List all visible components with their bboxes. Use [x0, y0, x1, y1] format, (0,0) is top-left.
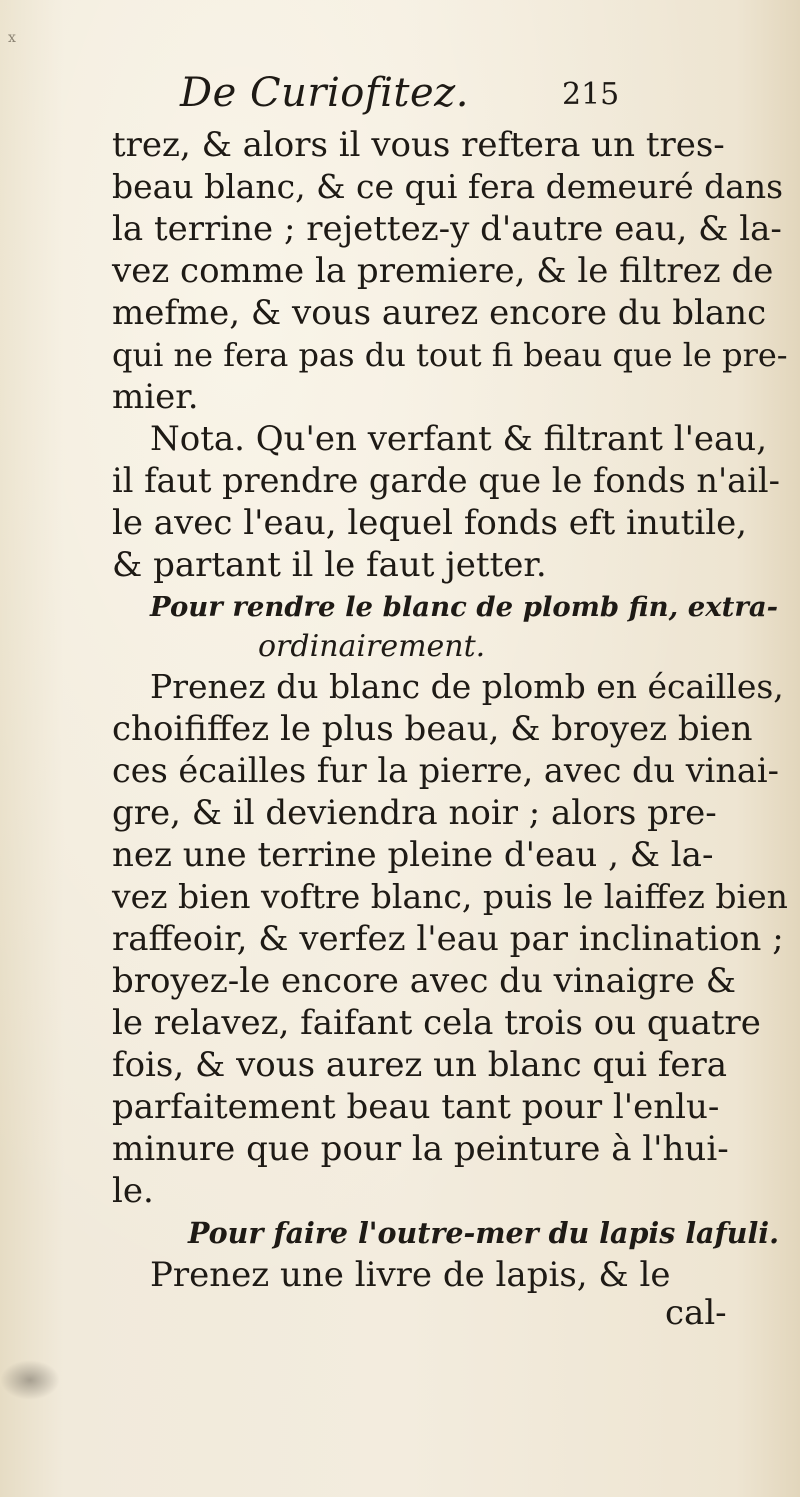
text-line: minure que pour la peinture à l'hui-: [112, 1129, 729, 1169]
text-line: le avec l'eau, lequel fonds eft inutile,: [112, 503, 747, 543]
ink-smudge: [0, 1360, 60, 1400]
text-line: il faut prendre garde que le fonds n'ail-: [112, 461, 780, 500]
text-line: trez, & alors il vous reftera un tres-: [112, 125, 725, 165]
text-line: qui ne fera pas du tout fi beau que le pre-: [112, 336, 788, 374]
catchword: cal-: [665, 1293, 727, 1333]
nota-line: Nota. Qu'en verfant & filtrant l'eau,: [150, 419, 768, 459]
running-title: De Curiofitez.: [180, 70, 469, 116]
text-line: vez bien voftre blanc, puis le laiffez bien: [112, 877, 788, 916]
text-line: le relavez, faifant cela trois ou quatre: [112, 1003, 761, 1043]
corner-mark: x: [8, 30, 16, 46]
paragraph-start: Prenez une livre de lapis, & le: [150, 1255, 671, 1295]
text-line: gre, & il deviendra noir ; alors pre-: [112, 793, 717, 833]
text-line: raffeoir, & verfez l'eau par inclination ;: [112, 919, 784, 959]
text-line: le.: [112, 1171, 154, 1211]
text-line: beau blanc, & ce qui fera demeuré dans: [112, 167, 784, 206]
text-line: vez comme la premiere, & le filtrez de: [112, 251, 774, 291]
text-line: & partant il le faut jetter.: [112, 545, 547, 585]
section-heading-continuation: ordinairement.: [258, 629, 486, 664]
text-line: nez une terrine pleine d'eau , & la-: [112, 835, 714, 875]
paragraph-start: Prenez du blanc de plomb en écailles,: [150, 667, 784, 706]
text-line: ces écailles fur la pierre, avec du vinai-: [112, 751, 779, 790]
text-line: choififfez le plus beau, & broyez bien: [112, 709, 753, 749]
text-line: fois, & vous aurez un blanc qui fera: [112, 1045, 727, 1085]
text-line: la terrine ; rejettez-y d'autre eau, & la-: [112, 209, 782, 249]
text-line: mefme, & vous aurez encore du blanc: [112, 293, 767, 333]
page-number: 215: [562, 77, 620, 112]
section-heading: Pour faire l'outre-mer du lapis lafuli.: [188, 1216, 780, 1250]
text-line: mier.: [112, 377, 199, 417]
text-line: broyez-le encore avec du vinaigre &: [112, 961, 736, 1001]
text-line: parfaitement beau tant pour l'enlu-: [112, 1087, 720, 1127]
section-heading: Pour rendre le blanc de plomb fin, extra-: [150, 591, 779, 623]
